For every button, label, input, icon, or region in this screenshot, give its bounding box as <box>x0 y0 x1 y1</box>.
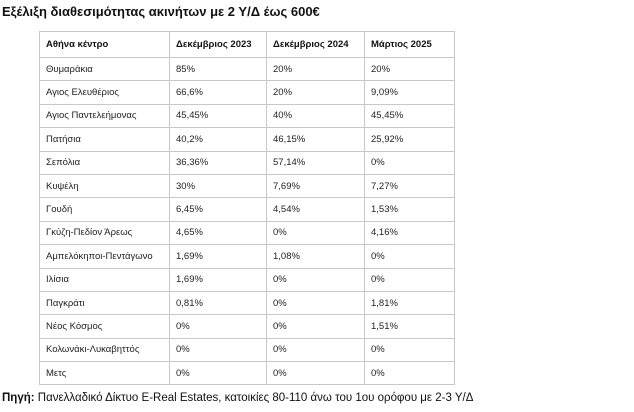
table-row <box>40 198 455 221</box>
table-row <box>40 362 455 385</box>
percentage-cell: 1,81% <box>365 291 455 314</box>
area-name-cell: Γκύζη-Πεδίον Άρεως <box>40 221 170 244</box>
area-name-cell: Κυψέλη <box>40 174 170 197</box>
table-row <box>40 58 455 81</box>
percentage-cell: 0,81% <box>170 291 267 314</box>
percentage-cell: 1,69% <box>170 245 267 268</box>
area-name-cell: Νέος Κόσμος <box>40 315 170 338</box>
percentage-cell: 4,54% <box>267 198 365 221</box>
percentage-cell: 1,53% <box>365 198 455 221</box>
column-header: Αθήνα κέντρο <box>40 32 170 58</box>
percentage-cell: 66,6% <box>170 81 267 104</box>
area-name-cell: Αγιος Ελευθέριος <box>40 81 170 104</box>
percentage-cell: 57,14% <box>267 151 365 174</box>
percentage-cell: 0% <box>267 268 365 291</box>
percentage-cell: 45,45% <box>365 104 455 127</box>
percentage-cell: 4,65% <box>170 221 267 244</box>
percentage-cell: 0% <box>267 291 365 314</box>
percentage-cell: 0% <box>267 221 365 244</box>
percentage-cell: 6,45% <box>170 198 267 221</box>
area-name-cell: Αμπελόκηποι-Πεντάγωνο <box>40 245 170 268</box>
percentage-cell: 20% <box>267 58 365 81</box>
percentage-cell: 1,51% <box>365 315 455 338</box>
percentage-cell: 30% <box>170 174 267 197</box>
table-row <box>40 291 455 314</box>
percentage-cell: 1,08% <box>267 245 365 268</box>
percentage-cell: 0% <box>365 362 455 385</box>
percentage-cell: 0% <box>170 315 267 338</box>
area-name-cell: Σεπόλια <box>40 151 170 174</box>
percentage-cell: 0% <box>267 315 365 338</box>
table-row <box>40 104 455 127</box>
percentage-cell: 0% <box>365 151 455 174</box>
table-row <box>40 221 455 244</box>
table-row <box>40 174 455 197</box>
availability-table-container <box>39 31 454 385</box>
percentage-cell: 40% <box>267 104 365 127</box>
area-name-cell: Αγιος Παντελεήμονας <box>40 104 170 127</box>
percentage-cell: 85% <box>170 58 267 81</box>
source-label: Πηγή: <box>2 392 35 404</box>
percentage-cell: 45,45% <box>170 104 267 127</box>
percentage-cell: 36,36% <box>170 151 267 174</box>
table-row <box>40 81 455 104</box>
percentage-cell: 0% <box>170 338 267 361</box>
percentage-cell: 0% <box>170 362 267 385</box>
area-name-cell: Μετς <box>40 362 170 385</box>
column-header: Δεκέμβριος 2023 <box>170 32 267 58</box>
percentage-cell: 0% <box>365 245 455 268</box>
table-body <box>40 58 455 385</box>
source-text: Πανελλαδικό Δίκτυο E-Real Estates, κατοικίες 80-110 άνω του 1ου ορόφου με 2-3 Υ/Δ <box>34 392 474 404</box>
area-name-cell: Παγκράτι <box>40 291 170 314</box>
table-row <box>40 338 455 361</box>
percentage-cell: 40,2% <box>170 128 267 151</box>
column-header: Μάρτιος 2025 <box>365 32 455 58</box>
percentage-cell: 4,16% <box>365 221 455 244</box>
percentage-cell: 46,15% <box>267 128 365 151</box>
area-name-cell: Πατήσια <box>40 128 170 151</box>
percentage-cell: 9,09% <box>365 81 455 104</box>
area-name-cell: Ιλίσια <box>40 268 170 291</box>
percentage-cell: 0% <box>365 268 455 291</box>
area-name-cell: Κολωνάκι-Λυκαβηττός <box>40 338 170 361</box>
table-row <box>40 315 455 338</box>
area-name-cell: Θυμαράκια <box>40 58 170 81</box>
percentage-cell: 20% <box>365 58 455 81</box>
availability-table <box>39 31 455 385</box>
percentage-cell: 0% <box>267 338 365 361</box>
percentage-cell: 1,69% <box>170 268 267 291</box>
table-row <box>40 151 455 174</box>
table-header-row <box>40 32 455 58</box>
source-note <box>2 392 473 404</box>
column-header: Δεκέμβριος 2024 <box>267 32 365 58</box>
percentage-cell: 20% <box>267 81 365 104</box>
area-name-cell: Γουδή <box>40 198 170 221</box>
percentage-cell: 0% <box>365 338 455 361</box>
table-row <box>40 128 455 151</box>
percentage-cell: 7,69% <box>267 174 365 197</box>
table-row <box>40 245 455 268</box>
table-row <box>40 268 455 291</box>
percentage-cell: 25,92% <box>365 128 455 151</box>
page-title: Εξέλιξη διαθεσιμότητας ακινήτων με 2 Υ/Δ έως 600€ <box>2 4 320 19</box>
percentage-cell: 0% <box>267 362 365 385</box>
percentage-cell: 7,27% <box>365 174 455 197</box>
